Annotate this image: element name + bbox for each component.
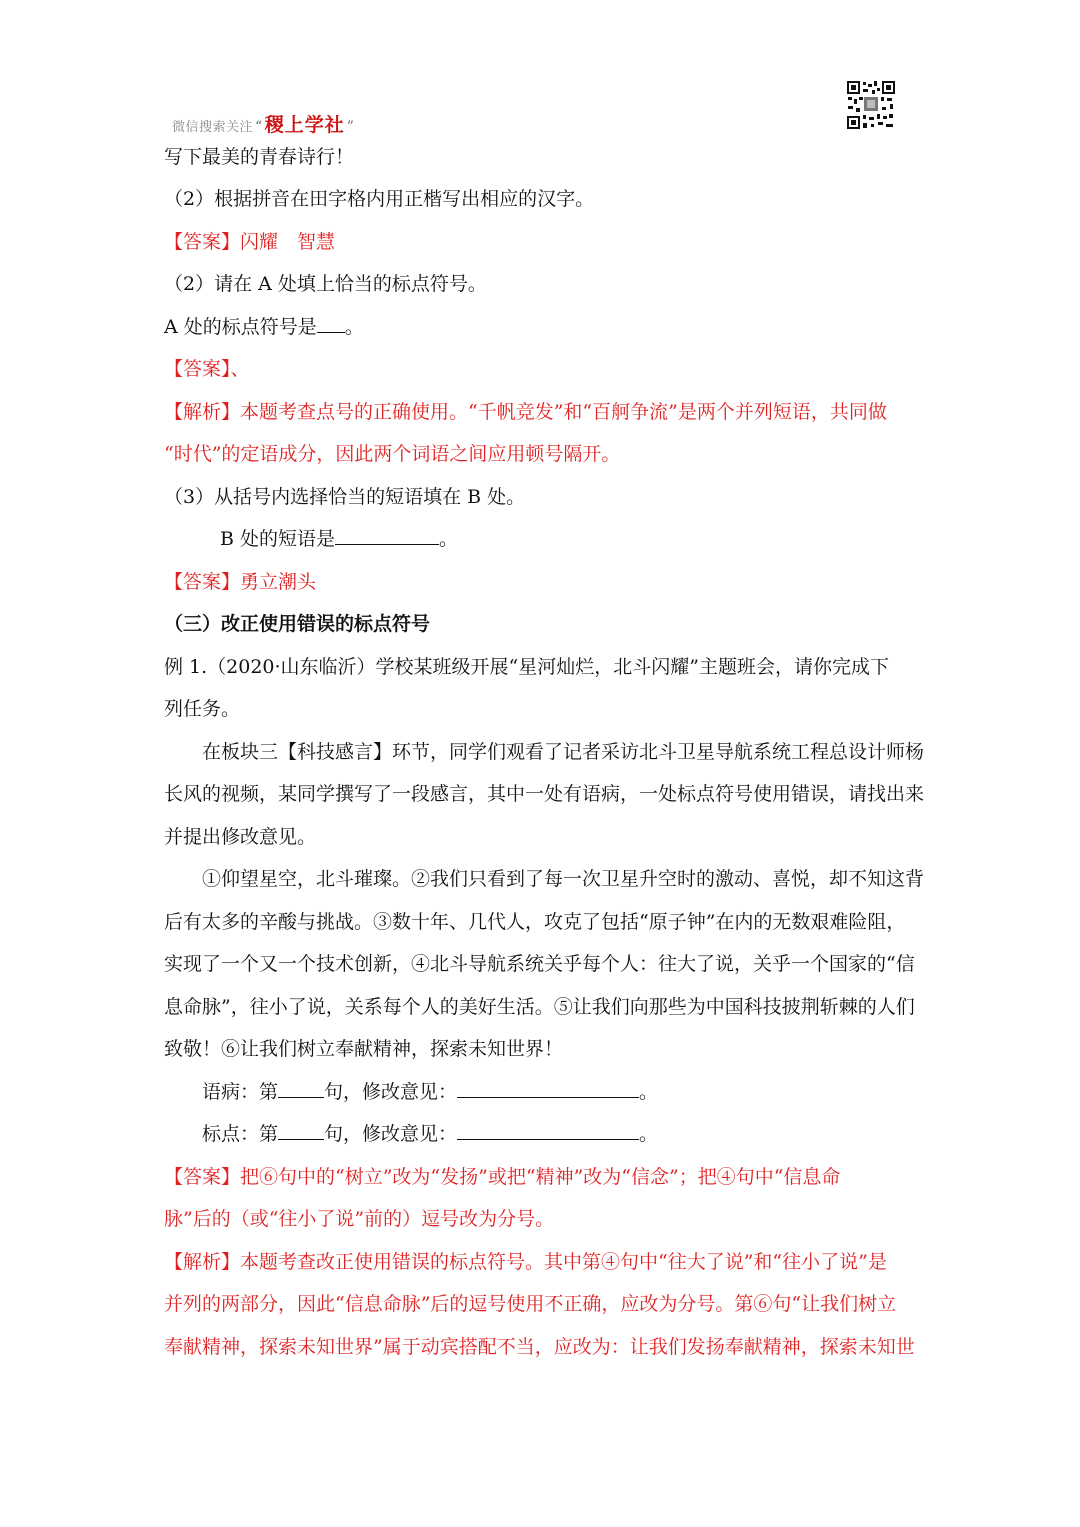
section-heading: （三）改正使用错误的标点符号 bbox=[164, 613, 431, 635]
analysis-line: 【解析】本题考查点号的正确使用。“千帆竞发”和“百舸争流”是两个并列短语，共同做 bbox=[164, 401, 887, 423]
text-line: 写下最美的青春诗行！ bbox=[164, 146, 355, 168]
analysis-line: 奉献精神，探索未知世界”属于动宾搭配不当，应改为：让我们发扬奉献精神，探索未知世 bbox=[164, 1336, 915, 1358]
fill-blank-line bbox=[202, 1121, 962, 1147]
blank-field[interactable] bbox=[335, 526, 439, 545]
blank-field[interactable] bbox=[457, 1121, 639, 1140]
example-line: 列任务。 bbox=[164, 698, 241, 720]
question-line: （3）从括号内选择恰当的短语填在 B 处。 bbox=[164, 486, 526, 508]
paragraph-line: 并提出修改意见。 bbox=[164, 826, 317, 848]
watermark-open-quote: “ bbox=[255, 119, 263, 135]
paragraph-line: ①仰望星空，北斗璀璨。②我们只看到了每一次卫星升空时的激动、喜悦，却不知这背 bbox=[202, 868, 925, 890]
blank-field[interactable] bbox=[278, 1079, 324, 1098]
question-line: （2）根据拼音在田字格内用正楷写出相应的汉字。 bbox=[164, 188, 595, 210]
fill-blank-prompt: 标点：第 bbox=[202, 1123, 279, 1145]
fill-blank-prompt: 语病：第 bbox=[202, 1081, 279, 1103]
watermark-close-quote: ” bbox=[346, 119, 355, 135]
blank-field[interactable] bbox=[317, 314, 345, 333]
analysis-line: 并列的两部分，因此“信息命脉”后的逗号使用不正确，应改为分号。第⑥句“让我们树立 bbox=[164, 1293, 897, 1315]
fill-blank-line bbox=[220, 526, 920, 552]
paragraph-line: 息命脉”，往小了说，关系每个人的美好生活。⑤让我们向那些为中国科技披荆斩棘的人们 bbox=[164, 996, 915, 1018]
answer-line: 【答案】勇立潮头 bbox=[164, 571, 317, 593]
fill-blank-prompt: B 处的短语是 bbox=[220, 528, 336, 550]
fill-blank-line bbox=[202, 1079, 962, 1105]
paragraph-line: 在板块三【科技感言】环节，同学们观看了记者采访北斗卫星导航系统工程总设计师杨 bbox=[202, 741, 925, 763]
paragraph-line: 长风的视频，某同学撰写了一段感言，其中一处有语病，一处标点符号使用错误，请找出来 bbox=[164, 783, 925, 805]
fill-blank-end: 。 bbox=[439, 528, 459, 550]
answer-line: 【答案】把⑥句中的“树立”改为“发扬”或把“精神”改为“信念”；把④句中“信息命 bbox=[164, 1166, 841, 1188]
qr-code-icon bbox=[846, 80, 896, 130]
question-line: （2）请在 A 处填上恰当的标点符号。 bbox=[164, 273, 487, 295]
fill-blank-end: 。 bbox=[639, 1123, 659, 1145]
example-line: 例 1.（2020·山东临沂）学校某班级开展“星河灿烂，北斗闪耀”主题班会，请你完成下 bbox=[164, 656, 889, 678]
watermark-brand: 稷上学社 bbox=[264, 114, 345, 136]
fill-blank-end: 。 bbox=[344, 316, 364, 338]
analysis-line: “时代”的定语成分，因此两个词语之间应用顿号隔开。 bbox=[164, 443, 621, 465]
fill-blank-prompt: A 处的标点符号是 bbox=[164, 316, 317, 338]
answer-line: 【答案】、 bbox=[164, 358, 250, 380]
header-watermark bbox=[172, 110, 354, 137]
answer-line: 脉”后的（或“往小了说”前的）逗号改为分号。 bbox=[164, 1208, 555, 1230]
blank-field[interactable] bbox=[278, 1121, 324, 1140]
paragraph-line: 实现了一个又一个技术创新，④北斗导航系统关乎每个人：往大了说，关乎一个国家的“信 bbox=[164, 953, 915, 975]
fill-blank-end: 。 bbox=[639, 1081, 659, 1103]
fill-blank-mid: 句，修改意见： bbox=[324, 1123, 458, 1145]
paragraph-line: 后有太多的辛酸与挑战。③数十年、几代人，攻克了包括“原子钟”在内的无数艰难险阻， bbox=[164, 911, 906, 933]
fill-blank-mid: 句，修改意见： bbox=[324, 1081, 458, 1103]
answer-line: 【答案】闪耀 智慧 bbox=[164, 231, 336, 253]
paragraph-line: 致敬！⑥让我们树立奉献精神，探索未知世界！ bbox=[164, 1038, 564, 1060]
fill-blank-line bbox=[164, 314, 924, 340]
analysis-line: 【解析】本题考查改正使用错误的标点符号。其中第④句中“往大了说”和“往小了说”是 bbox=[164, 1251, 887, 1273]
watermark-prefix: 微信搜索关注 bbox=[172, 120, 254, 135]
blank-field[interactable] bbox=[457, 1079, 639, 1098]
